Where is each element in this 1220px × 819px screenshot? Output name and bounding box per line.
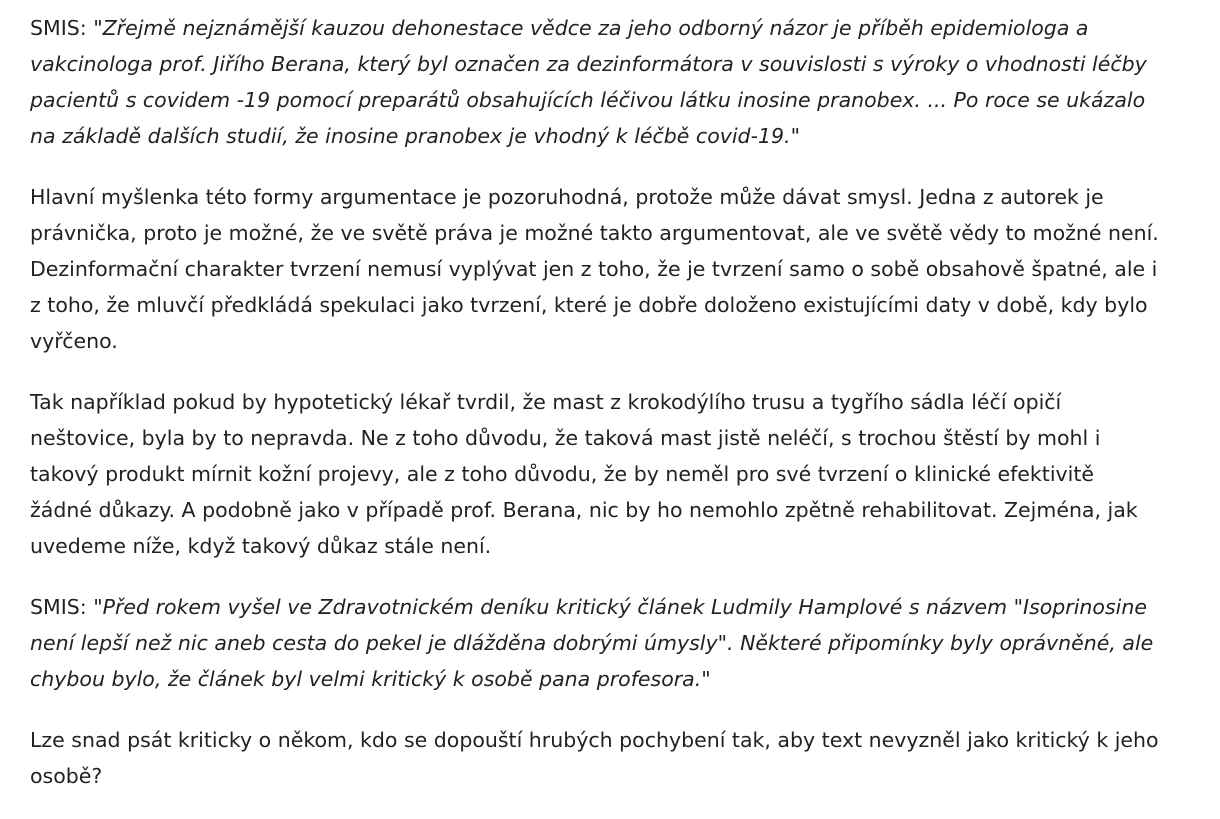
quote-speaker: SMIS: (30, 16, 87, 40)
quote-text: "Před rokem vyšel ve Zdravotnickém deníku kritický článek Ludmily Hamplové s názvem "Isoprinosine není lepší než nic aneb cesta do pekel je dlážděna dobrými úmysly". Některé připomínky byly oprávněné, ale chybou bylo, že článek byl velmi kritický k osobě pana profesora." (30, 595, 1154, 691)
paragraph-question: Lze snad psát kriticky o někom, kdo se dopouští hrubých pochybení tak, aby text nevyzněl jako kritický k jeho osobě? (30, 728, 1159, 788)
quote-paragraph-hamplova (30, 589, 1160, 697)
article-body (30, 10, 1160, 819)
quote-text: "Zřejmě nejznámější kauzou dehonestace vědce za jeho odborný názor je příběh epidemiologa a vakcinologa prof. Jiřího Berana, který byl označen za dezinformátora v souvislosti s výroky o vhodnosti léčby pacientů s covidem -19 pomocí preparátů obsahujících léčivou látku inosine pranobex. ... Po roce se ukázalo na základě dalších studií, že inosine pranobex je vhodný k léčbě covid-19." (30, 16, 1147, 148)
paragraph-example: Tak například pokud by hypotetický lékař tvrdil, že mast z krokodýlího trusu a tygřího sádla léčí opičí neštovice, byla by to nepravda. Ne z toho důvodu, že taková mast jistě neléčí, s trochou štěstí by mohl i takový produkt mírnit kožní projevy, ale z toho důvodu, že by neměl pro své tvrzení o klinické efektivitě žádné důkazy. A podobně jako v případě prof. Berana, nic by ho nemohlo zpětně rehabilitovat. Zejména, jak uvedeme níže, když takový důkaz stále není. (30, 390, 1138, 558)
paragraph-argumentation: Hlavní myšlenka této formy argumentace je pozoruhodná, protože může dávat smysl. Jedna z autorek je právnička, proto je možné, že ve světě práva je možné takto argumentovat, ale ve světě vědy to možné není. Dezinformační charakter tvrzení nemusí vyplývat jen z toho, že je tvrzení samo o sobě obsahově špatné, ale i z toho, že mluvčí předkládá spekulaci jako tvrzení, které je dobře doloženo existujícími daty v době, kdy bylo vyřčeno. (30, 185, 1159, 353)
quote-paragraph-beran (30, 10, 1160, 154)
quote-speaker: SMIS: (30, 595, 87, 619)
